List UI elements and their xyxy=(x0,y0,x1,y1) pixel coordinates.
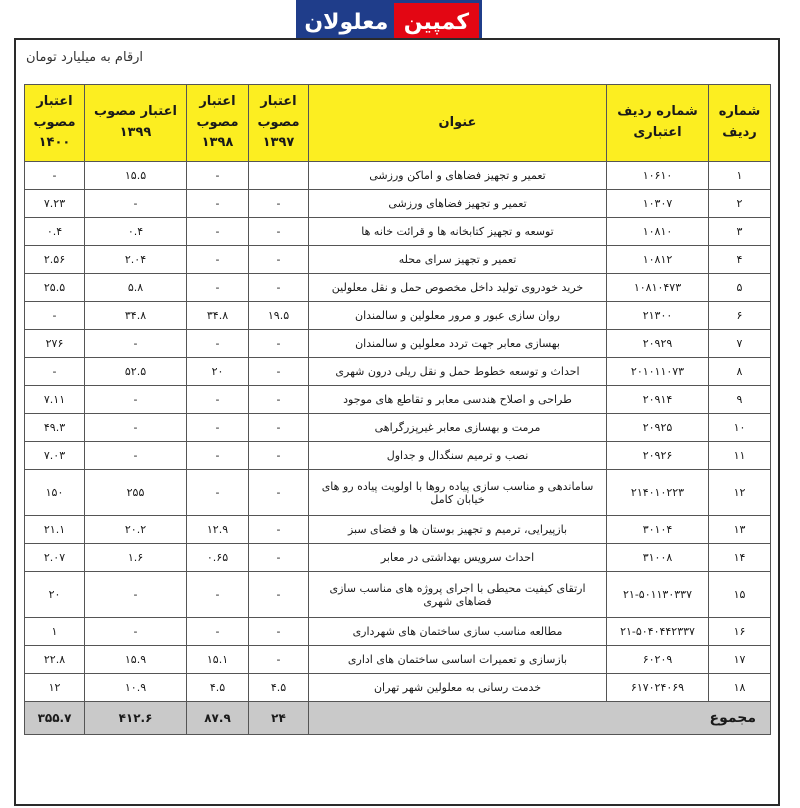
cell-value-1398: ۳۴.۸ xyxy=(187,302,249,330)
cell-value-1397: ۴.۵ xyxy=(249,674,309,702)
table-row xyxy=(25,162,771,190)
table-row xyxy=(25,544,771,572)
cell-value-1398: - xyxy=(187,442,249,470)
cell-row-number: ۳ xyxy=(709,218,771,246)
cell-value-1399: ۲۰.۲ xyxy=(85,516,187,544)
cell-value-1399: - xyxy=(85,618,187,646)
cell-title: خرید خودروی تولید داخل مخصوص حمل و نقل معلولین xyxy=(309,274,607,302)
cell-value-1399: ۲۵۵ xyxy=(85,470,187,516)
table-row xyxy=(25,246,771,274)
table-row xyxy=(25,646,771,674)
table-row xyxy=(25,516,771,544)
total-1400: ۳۵۵.۷ xyxy=(25,702,85,735)
cell-title: بازسازی و تعمیرات اساسی ساختمان های اداری xyxy=(309,646,607,674)
cell-value-1400: - xyxy=(25,162,85,190)
cell-value-1397: - xyxy=(249,330,309,358)
cell-title: تعمیر و تجهیز فضاهای و اماکن ورزشی xyxy=(309,162,607,190)
cell-value-1399: - xyxy=(85,330,187,358)
cell-value-1397: - xyxy=(249,218,309,246)
col-header-title: عنوان xyxy=(309,85,607,162)
cell-budget-code: ۲۰۹۱۴ xyxy=(607,386,709,414)
total-row xyxy=(25,702,771,735)
cell-title: نصب و ترمیم سنگدال و جداول xyxy=(309,442,607,470)
cell-row-number: ۹ xyxy=(709,386,771,414)
col-header-1398: اعتبار مصوب ۱۳۹۸ xyxy=(187,85,249,162)
cell-value-1400: ۰.۴ xyxy=(25,218,85,246)
cell-value-1399: ۱۵.۹ xyxy=(85,646,187,674)
col-header-1397: اعتبار مصوب ۱۳۹۷ xyxy=(249,85,309,162)
cell-row-number: ۲ xyxy=(709,190,771,218)
logo-blue-part: معلولان xyxy=(299,3,394,41)
table-row xyxy=(25,358,771,386)
table-row xyxy=(25,442,771,470)
cell-value-1398: - xyxy=(187,218,249,246)
cell-value-1398: - xyxy=(187,386,249,414)
table-row xyxy=(25,470,771,516)
table-row xyxy=(25,618,771,646)
cell-title: طراحی و اصلاح هندسی معابر و تقاطع های موجود xyxy=(309,386,607,414)
cell-value-1399: ۲.۰۴ xyxy=(85,246,187,274)
cell-value-1397: - xyxy=(249,646,309,674)
cell-value-1400: ۲۷۶ xyxy=(25,330,85,358)
cell-title: تعمیر و تجهیز فضاهای ورزشی xyxy=(309,190,607,218)
cell-value-1397 xyxy=(249,162,309,190)
cell-row-number: ۸ xyxy=(709,358,771,386)
logo-red-part: کمپین xyxy=(394,3,479,41)
cell-budget-code: ۲۱۴۰۱۰۲۲۳ xyxy=(607,470,709,516)
cell-budget-code: ۳۱۰۰۸ xyxy=(607,544,709,572)
cell-value-1398: - xyxy=(187,414,249,442)
col-header-row-number: شماره ردیف xyxy=(709,85,771,162)
cell-value-1400: ۷.۱۱ xyxy=(25,386,85,414)
cell-value-1398: - xyxy=(187,572,249,618)
cell-budget-code: ۱۰۸۱۰ xyxy=(607,218,709,246)
cell-value-1399: ۰.۴ xyxy=(85,218,187,246)
cell-value-1397: ۱۹.۵ xyxy=(249,302,309,330)
cell-budget-code: ۲۱-۵۰۴۰۴۴۲۳۳۷ xyxy=(607,618,709,646)
cell-row-number: ۱۲ xyxy=(709,470,771,516)
cell-row-number: ۱۵ xyxy=(709,572,771,618)
cell-row-number: ۱۸ xyxy=(709,674,771,702)
table-row xyxy=(25,330,771,358)
cell-value-1397: - xyxy=(249,414,309,442)
cell-value-1398: - xyxy=(187,470,249,516)
cell-value-1398: - xyxy=(187,190,249,218)
cell-value-1400: ۷.۲۳ xyxy=(25,190,85,218)
cell-title: بازپیرایی، ترمیم و تجهیز بوستان ها و فضای سبز xyxy=(309,516,607,544)
cell-row-number: ۱۶ xyxy=(709,618,771,646)
table-row xyxy=(25,190,771,218)
cell-value-1400: ۲۰ xyxy=(25,572,85,618)
cell-value-1399: ۵.۸ xyxy=(85,274,187,302)
cell-value-1399: ۵۲.۵ xyxy=(85,358,187,386)
cell-budget-code: ۲۰۹۲۹ xyxy=(607,330,709,358)
cell-row-number: ۱ xyxy=(709,162,771,190)
cell-value-1399: ۱.۶ xyxy=(85,544,187,572)
budget-table xyxy=(24,84,771,735)
cell-row-number: ۷ xyxy=(709,330,771,358)
cell-value-1397: - xyxy=(249,386,309,414)
cell-budget-code: ۲۰۹۲۵ xyxy=(607,414,709,442)
cell-value-1397: - xyxy=(249,246,309,274)
cell-value-1400: - xyxy=(25,302,85,330)
table-row xyxy=(25,414,771,442)
table-row xyxy=(25,572,771,618)
cell-row-number: ۱۰ xyxy=(709,414,771,442)
cell-row-number: ۱۱ xyxy=(709,442,771,470)
cell-value-1398: ۲۰ xyxy=(187,358,249,386)
cell-budget-code: ۲۱-۵۰۱۱۳۰۳۳۷ xyxy=(607,572,709,618)
col-header-1400: اعتبار مصوب ۱۴۰۰ xyxy=(25,85,85,162)
unit-note: ارقام به میلیارد تومان xyxy=(26,50,144,65)
cell-value-1399: ۱۵.۵ xyxy=(85,162,187,190)
cell-value-1398: ۴.۵ xyxy=(187,674,249,702)
cell-budget-code: ۱۰۸۱۲ xyxy=(607,246,709,274)
cell-value-1398: ۰.۶۵ xyxy=(187,544,249,572)
cell-value-1398: - xyxy=(187,618,249,646)
cell-value-1400: ۷.۰۳ xyxy=(25,442,85,470)
cell-value-1397: - xyxy=(249,274,309,302)
cell-value-1400: ۲.۵۶ xyxy=(25,246,85,274)
cell-value-1397: - xyxy=(249,572,309,618)
cell-value-1398: - xyxy=(187,330,249,358)
cell-budget-code: ۶۰۲۰۹ xyxy=(607,646,709,674)
table-body xyxy=(25,162,771,702)
cell-value-1399: - xyxy=(85,572,187,618)
cell-value-1399: - xyxy=(85,190,187,218)
cell-value-1399: ۳۴.۸ xyxy=(85,302,187,330)
cell-value-1400: - xyxy=(25,358,85,386)
cell-budget-code: ۱۰۳۰۷ xyxy=(607,190,709,218)
cell-value-1398: - xyxy=(187,246,249,274)
col-header-1399: اعتبار مصوب ۱۳۹۹ xyxy=(85,85,187,162)
cell-budget-code: ۳۰۱۰۴ xyxy=(607,516,709,544)
cell-title: بهسازی معابر جهت تردد معلولین و سالمندان xyxy=(309,330,607,358)
table-row xyxy=(25,674,771,702)
total-1399: ۴۱۲.۶ xyxy=(85,702,187,735)
total-label: مجموع xyxy=(309,702,771,735)
cell-title: احداث و توسعه خطوط حمل و نقل ریلی درون شهری xyxy=(309,358,607,386)
cell-row-number: ۱۳ xyxy=(709,516,771,544)
cell-row-number: ۱۷ xyxy=(709,646,771,674)
cell-row-number: ۱۴ xyxy=(709,544,771,572)
cell-title: خدمت رسانی به معلولین شهر تهران xyxy=(309,674,607,702)
cell-title: ارتقای کیفیت محیطی با اجرای پروژه های مناسب سازی فضاهای شهری xyxy=(309,572,607,618)
cell-title: ساماندهی و مناسب سازی پیاده روها با اولویت پیاده رو های خیابان کامل xyxy=(309,470,607,516)
table-row xyxy=(25,302,771,330)
cell-title: مطالعه مناسب سازی ساختمان های شهرداری xyxy=(309,618,607,646)
cell-row-number: ۴ xyxy=(709,246,771,274)
cell-value-1400: ۲۲.۸ xyxy=(25,646,85,674)
cell-value-1398: ۱۲.۹ xyxy=(187,516,249,544)
cell-value-1400: ۱۵۰ xyxy=(25,470,85,516)
table-row xyxy=(25,274,771,302)
cell-title: تعمیر و تجهیز سرای محله xyxy=(309,246,607,274)
col-header-budget-code: شماره ردیف اعتباری xyxy=(607,85,709,162)
cell-value-1400: ۲۵.۵ xyxy=(25,274,85,302)
cell-title: مرمت و بهسازی معابر غیرپزرگراهی xyxy=(309,414,607,442)
cell-value-1400: ۴۹.۳ xyxy=(25,414,85,442)
cell-value-1400: ۱۲ xyxy=(25,674,85,702)
table-row xyxy=(25,386,771,414)
cell-value-1399: ۱۰.۹ xyxy=(85,674,187,702)
cell-value-1397: - xyxy=(249,544,309,572)
cell-budget-code: ۲۱۳۰۰ xyxy=(607,302,709,330)
cell-value-1397: - xyxy=(249,442,309,470)
cell-value-1397: - xyxy=(249,618,309,646)
header-row xyxy=(25,85,771,162)
cell-row-number: ۵ xyxy=(709,274,771,302)
total-1397: ۲۴ xyxy=(249,702,309,735)
total-1398: ۸۷.۹ xyxy=(187,702,249,735)
cell-value-1397: - xyxy=(249,190,309,218)
cell-value-1397: - xyxy=(249,470,309,516)
cell-value-1400: ۱ xyxy=(25,618,85,646)
cell-value-1398: ۱۵.۱ xyxy=(187,646,249,674)
cell-budget-code: ۲۰۱۰۱۱۰۷۳ xyxy=(607,358,709,386)
cell-value-1399: - xyxy=(85,442,187,470)
cell-row-number: ۶ xyxy=(709,302,771,330)
cell-value-1399: - xyxy=(85,414,187,442)
cell-value-1398: - xyxy=(187,162,249,190)
cell-value-1397: - xyxy=(249,516,309,544)
table-row xyxy=(25,218,771,246)
cell-value-1397: - xyxy=(249,358,309,386)
cell-title: احداث سرویس بهداشتی در معابر xyxy=(309,544,607,572)
cell-budget-code: ۲۰۹۲۶ xyxy=(607,442,709,470)
cell-budget-code: ۶۱۷۰۲۴۰۶۹ xyxy=(607,674,709,702)
cell-budget-code: ۱۰۶۱۰ xyxy=(607,162,709,190)
cell-value-1399: - xyxy=(85,386,187,414)
cell-value-1400: ۲۱.۱ xyxy=(25,516,85,544)
cell-title: روان سازی عبور و مرور معلولین و سالمندان xyxy=(309,302,607,330)
cell-value-1398: - xyxy=(187,274,249,302)
cell-budget-code: ۱۰۸۱۰۴۷۳ xyxy=(607,274,709,302)
cell-title: توسعه و تجهیز کتابخانه ها و قرائت خانه ها xyxy=(309,218,607,246)
cell-value-1400: ۲.۰۷ xyxy=(25,544,85,572)
